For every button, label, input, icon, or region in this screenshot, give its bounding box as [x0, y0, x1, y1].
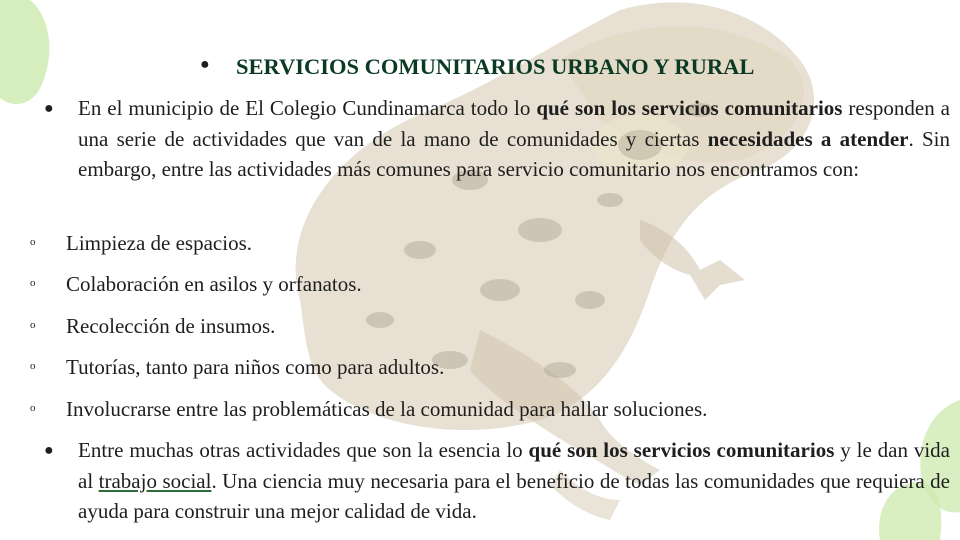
bullet-icon: ● — [44, 100, 54, 117]
list-item-text: Recolección de insumos. — [66, 314, 276, 338]
list-item-text: Colaboración en asilos y orfanatos. — [66, 272, 362, 296]
paragraph-text: En el municipio de El Colegio Cundinamarca todo lo — [78, 96, 537, 120]
paragraph-text: responden a una serie de actividades que van de la mano de comunidades y ciertas — [78, 96, 950, 151]
paragraph-bold-text: qué son los servicios comunitarios — [528, 438, 835, 462]
list-item-text: Tutorías, tanto para niños como para adultos. — [66, 355, 445, 379]
paragraph-text: y le dan vida al — [78, 438, 950, 493]
paragraph-bold-text: necesidades a atender — [707, 126, 909, 151]
list-item — [30, 352, 930, 382]
trabajo-social-link[interactable]: trabajo social — [98, 468, 212, 493]
list-item-text: Involucrarse entre las problemáticas de la comunidad para hallar soluciones. — [66, 397, 708, 421]
paragraph-bold-text: qué son los servicios comunitarios — [536, 96, 843, 120]
circle-bullet-icon: o — [30, 277, 36, 289]
list-item — [30, 394, 930, 424]
bullet-icon: ● — [44, 442, 54, 459]
circle-bullet-icon: o — [30, 319, 36, 331]
list-item — [30, 228, 930, 258]
paragraph-text: . Una ciencia muy necesaria para el beneficio de todas las comunidades que requiera de ayuda para construir una mejor calidad de vida. — [78, 468, 951, 523]
bullet-icon: ● — [200, 56, 210, 73]
paragraph-closing — [78, 435, 950, 527]
paragraph-text: Entre muchas otras actividades que son la esencia lo — [78, 438, 529, 462]
title-row — [200, 54, 900, 84]
circle-bullet-icon: o — [30, 360, 36, 372]
slide-title: SERVICIOS COMUNITARIOS URBANO Y RURAL — [236, 54, 755, 79]
list-item — [30, 269, 930, 299]
list-item — [30, 311, 930, 341]
circle-bullet-icon: o — [30, 236, 36, 248]
list-item-text: Limpieza de espacios. — [66, 231, 253, 255]
paragraph-text: . Sin embargo, entre las actividades más comunes para servicio comunitario nos encontramos con: — [78, 126, 950, 181]
paragraph-intro — [78, 93, 950, 185]
circle-bullet-icon: o — [30, 402, 36, 414]
